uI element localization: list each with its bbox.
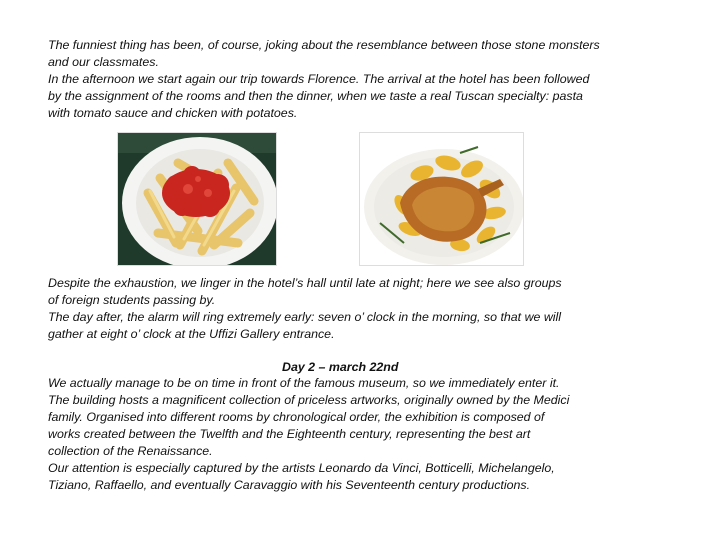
text-line: family. Organised into different rooms by chronological order, the exhibition is composed of xyxy=(48,410,545,424)
text-line: Tiziano, Raffaello, and eventually Caravaggio with his Seventeenth century productions. xyxy=(48,478,531,492)
text-line: The building hosts a magnificent collection of priceless artworks, originally owned by the Medici xyxy=(48,393,570,407)
chicken-potatoes-photo xyxy=(360,133,523,265)
text-line: Our attention is especially captured by the artists Leonardo da Vinci, Botticelli, Michelangelo, xyxy=(48,461,555,475)
text-line: gather at eight o’ clock at the Uffizi Gallery entrance. xyxy=(48,327,335,341)
text-line: We actually manage to be on time in front of the famous museum, so we immediately enter it. xyxy=(48,376,560,390)
day-heading: Day 2 – march 22nd xyxy=(282,360,399,374)
text-line: and our classmates. xyxy=(48,55,159,69)
text-line: works created between the Twelfth and the Eighteenth century, representing the best art xyxy=(48,427,531,441)
text-line: The day after, the alarm will ring extremely early: seven o’ clock in the morning, so that we will xyxy=(48,310,562,324)
pasta-photo xyxy=(118,133,276,265)
text-line: Despite the exhaustion, we linger in the hotel’s hall until late at night; here we see also groups xyxy=(48,276,562,290)
text-line: In the afternoon we start again our trip towards Florence. The arrival at the hotel has been followed xyxy=(48,72,590,86)
text-line: The funniest thing has been, of course, joking about the resemblance between those stone monsters xyxy=(48,38,600,52)
paragraph-hotel-evening xyxy=(48,275,688,343)
text-line: collection of the Renaissance. xyxy=(48,444,213,458)
paragraph-arrival-dinner xyxy=(48,37,688,122)
text-line: with tomato sauce and chicken with potatoes. xyxy=(48,106,298,120)
text-line: by the assignment of the rooms and then the dinner, when we taste a real Tuscan specialty: pasta xyxy=(48,89,583,103)
text-line: of foreign students passing by. xyxy=(48,293,216,307)
paragraph-uffizi-visit xyxy=(48,375,688,494)
